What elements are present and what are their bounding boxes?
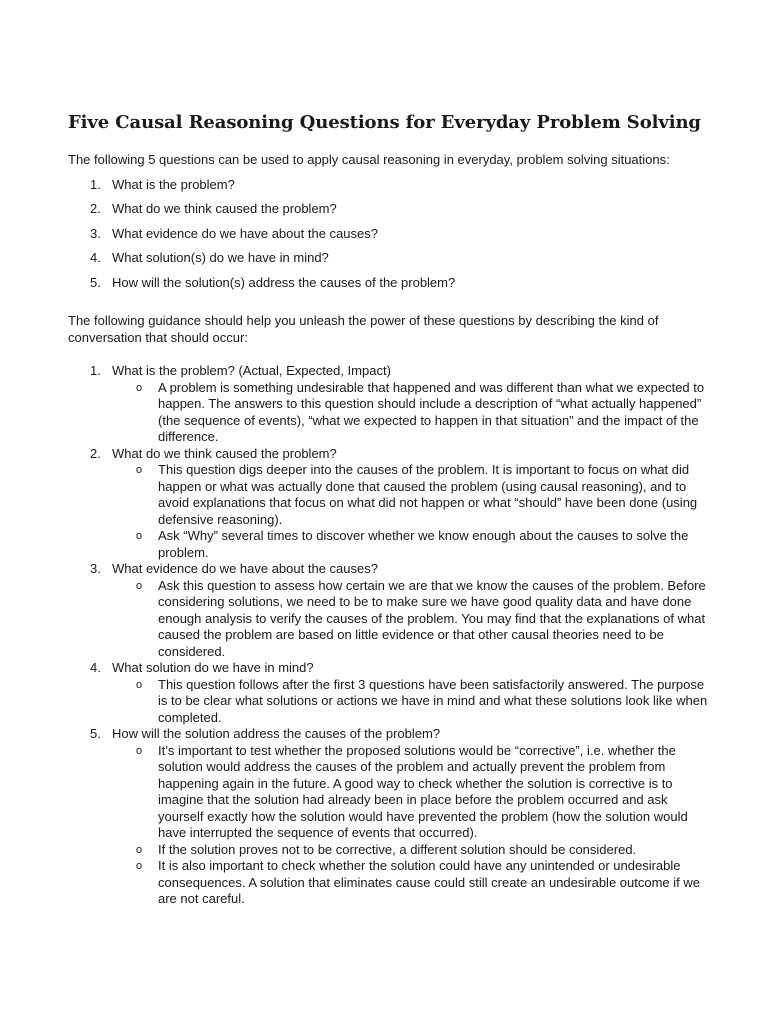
intro-paragraph: The following 5 questions can be used to apply causal reasoning in everyday, problem solving situations:	[68, 152, 670, 167]
bullet-item	[112, 380, 708, 446]
guidance-number: 3.	[90, 561, 101, 576]
question-item	[68, 250, 708, 267]
bullet-item	[112, 743, 708, 842]
question-text: How will the solution(s) address the causes of the problem?	[112, 274, 456, 290]
guidance-number: 4.	[90, 660, 101, 675]
question-number: 2.	[90, 201, 101, 216]
bullet-marker: o	[136, 530, 143, 542]
question-list	[68, 177, 708, 292]
bullet-marker: o	[136, 860, 143, 872]
question-text: What do we think caused the problem?	[112, 201, 337, 216]
guidance-bullets	[112, 743, 708, 908]
guidance-heading: What is the problem? (Actual, Expected, Impact)	[112, 363, 391, 378]
guidance-heading: What evidence do we have about the causes?	[112, 561, 378, 576]
bullet-text: This question follows after the first 3 questions have been satisfactorily answered. The purpose is to be clear what solutions or actions we have in mind and what these solutions look like when completed.	[158, 676, 708, 725]
guidance-number: 1.	[90, 363, 101, 378]
bullet-text: It is also important to check whether the solution could have any unintended or undesirable consequences. A solution that eliminates cause could still create an undesirable outcome if we are not careful.	[158, 858, 700, 906]
bullet-item	[112, 462, 708, 528]
bullet-marker: o	[136, 744, 143, 757]
bullet-item	[112, 858, 708, 908]
bullet-item	[112, 677, 708, 727]
question-text: What evidence do we have about the causes?	[112, 225, 378, 241]
question-text: What is the problem?	[112, 176, 235, 192]
question-text: What solution(s) do we have in mind?	[112, 250, 329, 265]
guidance-item	[68, 363, 708, 446]
bullet-text: If the solution proves not to be corrective, a different solution should be considered.	[158, 841, 637, 857]
question-item	[68, 226, 708, 243]
document-page	[68, 110, 708, 908]
bullet-marker: o	[136, 464, 143, 476]
bullet-text: Ask “Why” several times to discover whether we know enough about the causes to solve the problem.	[158, 528, 689, 560]
guidance-bullets	[112, 380, 708, 446]
guidance-bullets	[112, 578, 708, 661]
bullet-text: Ask this question to assess how certain we are that we know the causes of the problem. Before considering solutions, we need to be to make sure we have good quality data and have done enough analysis to verify the causes of the problem. You may find that the explanations of what caused the problem are based on little evidence or that other causal theories need to be considered.	[158, 577, 706, 659]
document-title: Five Causal Reasoning Questions for Everyday Problem Solving	[68, 112, 701, 133]
guidance-bullets	[112, 677, 708, 727]
bullet-item	[112, 578, 708, 661]
bullet-item	[112, 842, 708, 859]
guidance-item	[68, 446, 708, 562]
guidance-heading: What do we think caused the problem?	[112, 445, 337, 461]
guidance-item	[68, 660, 708, 726]
guidance-heading: How will the solution address the causes of the problem?	[112, 726, 441, 741]
bullet-text: This question digs deeper into the causes of the problem. It is important to focus on what did happen or what was actually done that caused the problem (using causal reasoning), and to avoid explanations that focus on what did not happen or what “should” have been done (using defensive reasoning).	[158, 462, 698, 527]
guidance-intro-paragraph: The following guidance should help you unleash the power of these questions by describing the kind of conversation that should occur:	[68, 313, 659, 345]
question-item	[68, 177, 708, 194]
bullet-marker: o	[136, 381, 143, 394]
question-number: 4.	[90, 250, 101, 265]
question-number: 3.	[90, 225, 101, 241]
question-number: 5.	[90, 274, 101, 290]
bullet-item	[112, 528, 708, 561]
bullet-marker: o	[136, 843, 143, 856]
bullet-marker: o	[136, 579, 143, 592]
guidance-item	[68, 561, 708, 660]
bullet-text: It’s important to test whether the proposed solutions would be “corrective”, i.e. whether the solution would address the causes of the problem and actually prevent the problem from happening again in the future. A good way to check whether the solution is corrective is to imagine that the solution had already been in place before the problem occurred and ask yourself exactly how the solution would have prevented the problem (how the solution would have interrupted the sequence of events that occurred).	[158, 742, 688, 840]
guidance-list	[68, 363, 708, 908]
guidance-item	[68, 726, 708, 908]
question-item	[68, 201, 708, 218]
question-number: 1.	[90, 176, 101, 192]
question-item	[68, 275, 708, 292]
guidance-heading: What solution do we have in mind?	[112, 660, 314, 675]
bullet-text: A problem is something undesirable that happened and was different than what we expected to happen. The answers to this question should include a description of “what actually happened” (the sequence of events), “what we expected to happen in that situation” and the impact of the difference.	[158, 379, 705, 444]
guidance-number: 5.	[90, 726, 101, 741]
guidance-bullets	[112, 462, 708, 561]
bullet-marker: o	[136, 678, 143, 691]
guidance-number: 2.	[90, 445, 101, 461]
